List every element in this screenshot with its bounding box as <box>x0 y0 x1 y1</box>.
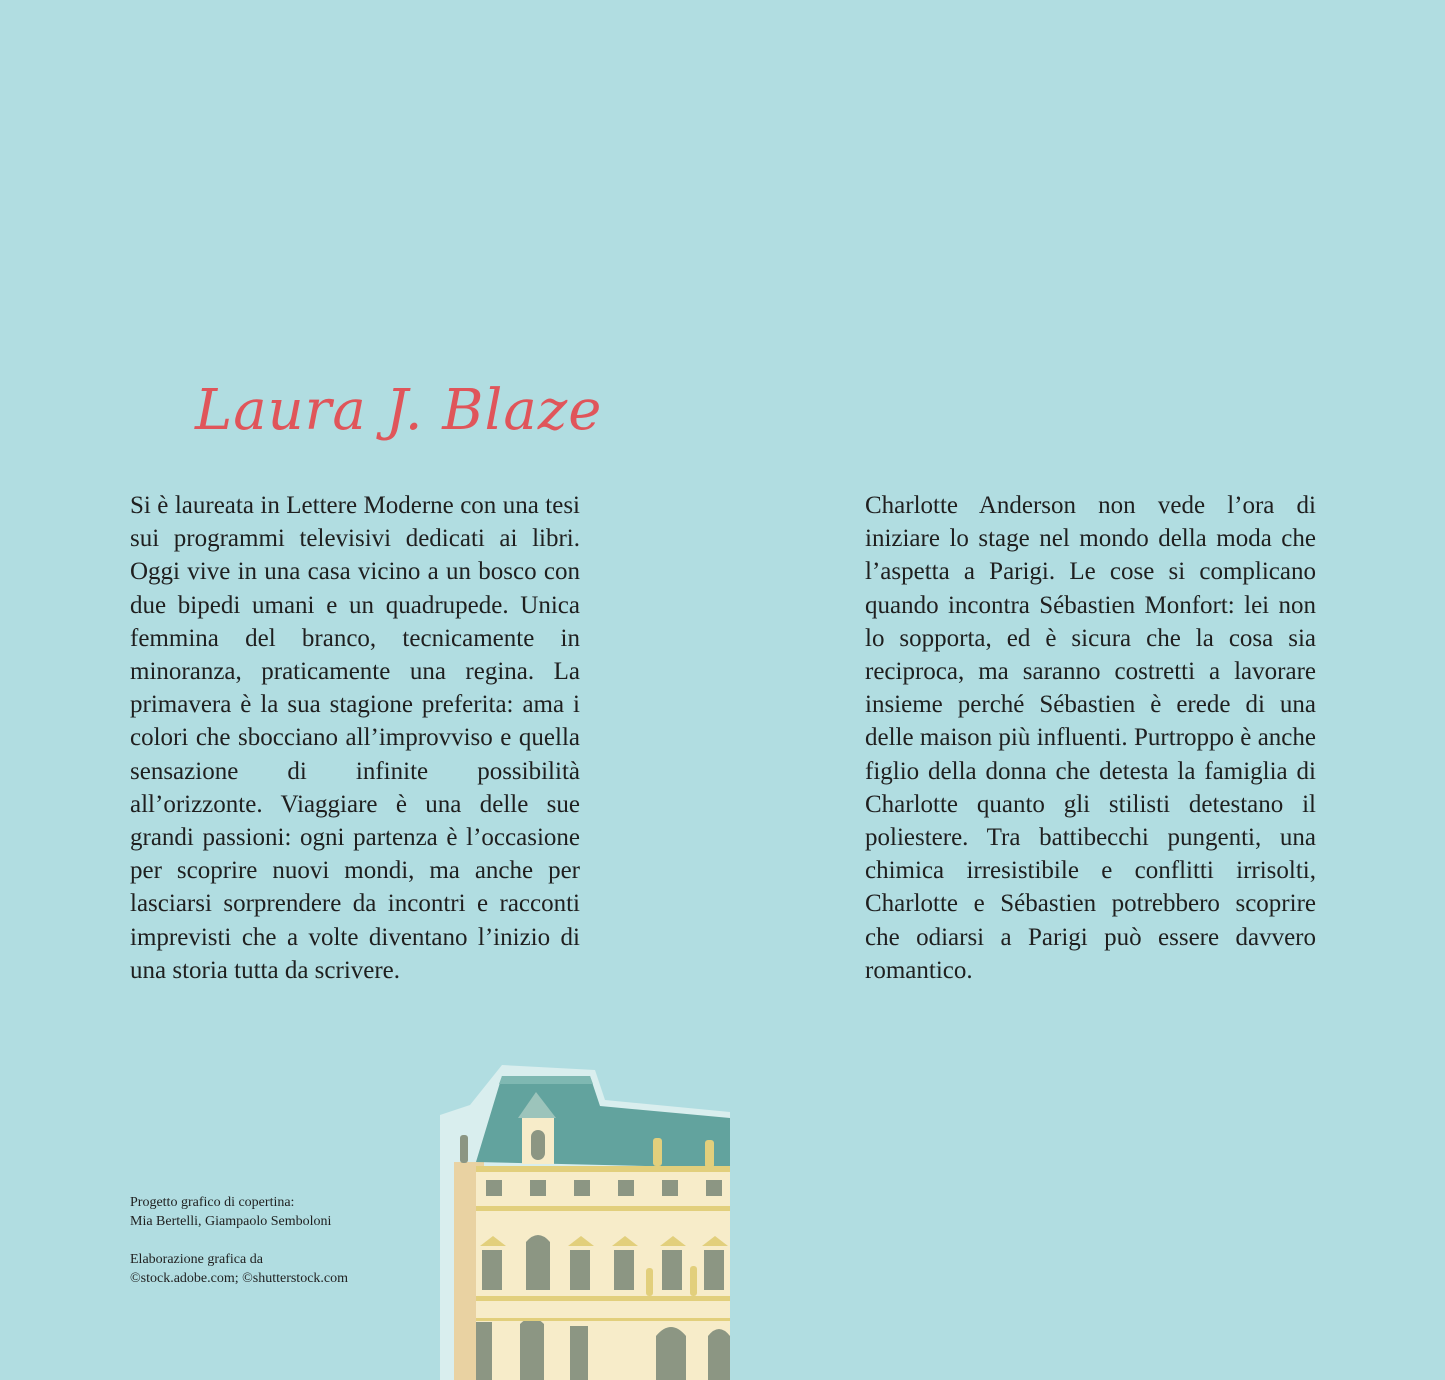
image-credit-label: Elaborazione grafica da <box>130 1252 263 1267</box>
author-name: Laura J. Blaze <box>195 378 603 443</box>
roof-statue <box>460 1135 468 1163</box>
roof-ridge <box>499 1076 593 1084</box>
facade-window <box>574 1180 590 1196</box>
roof-finial <box>653 1138 662 1166</box>
tall-window <box>662 1250 682 1290</box>
image-credit-sources: ©stock.adobe.com; ©shutterstock.com <box>130 1271 349 1286</box>
lower-window <box>476 1322 492 1380</box>
author-bio: Si è laureata in Lettere Moderne con una tesi sui programmi televisivi dedicati ai libri. Oggi vive in una casa vicino a un bosco con due bipedi umani e un quadrupede. Unica femmina del branco, tecnicamente in minoranza, praticamente una regina. La primavera è la sua stagione preferita: ama i colori che sbocciano all’improvviso e quella sensazione di infinite possibilità all’orizzonte. Viaggiare è una delle sue grandi passioni: ogni partenza è l’occasione per scoprire nuovi mondi, ma anche per lasciarsi sorprendere da incontri e racconti imprevisti che a volte diventano l’inizio di una storia tutta da scrivere. <box>130 492 580 984</box>
arched-window <box>526 1235 550 1290</box>
cover-credits <box>130 1193 348 1288</box>
lower-arched-window <box>656 1327 686 1380</box>
cornice <box>476 1206 730 1211</box>
book-blurb: Charlotte Anderson non vede l’ora di iniziare lo stage nel mondo della moda che l’aspetta a Parigi. Le cose si complicano quando incontra Sébastien Monfort: lei non lo sopporta, ed è sicura che la cosa sia reciproca, ma saranno costretti a lavorare insieme perché Sébastien è erede di una delle maison più influenti. Purtroppo è anche figlio della donna che detesta la famiglia di Charlotte quanto gli stilisti detestano il poliestere. Tra battibecchi pungenti, una chimica irresistibile e conflitti irrisolti, Charlotte e Sébastien potrebbero scoprire che odiarsi a Parigi può essere davvero romantico. <box>865 492 1316 984</box>
facade-window <box>706 1180 722 1196</box>
tall-window <box>482 1250 502 1290</box>
facade-window <box>530 1180 546 1196</box>
lower-window <box>570 1326 588 1380</box>
tall-window <box>704 1250 724 1290</box>
lower-arched-window <box>520 1318 544 1380</box>
roof-finial <box>705 1140 714 1168</box>
lower-arched-window <box>708 1329 730 1380</box>
facade-window <box>618 1180 634 1196</box>
design-credit-names: Mia Bertelli, Giampaolo Semboloni <box>130 1214 332 1229</box>
parisian-building-illustration <box>440 1060 730 1380</box>
cornice <box>476 1166 730 1172</box>
facade-window <box>486 1180 502 1196</box>
balcony-cornice <box>476 1296 730 1301</box>
mansard-roof <box>476 1076 730 1168</box>
tall-window <box>614 1250 634 1290</box>
lower-cornice <box>476 1318 730 1321</box>
design-credit-label: Progetto grafico di copertina: <box>130 1195 295 1210</box>
tall-window <box>570 1250 590 1290</box>
facade-window <box>662 1180 678 1196</box>
balcony-statue <box>646 1268 653 1296</box>
dormer-window <box>531 1130 545 1160</box>
balcony-statue <box>690 1266 697 1296</box>
